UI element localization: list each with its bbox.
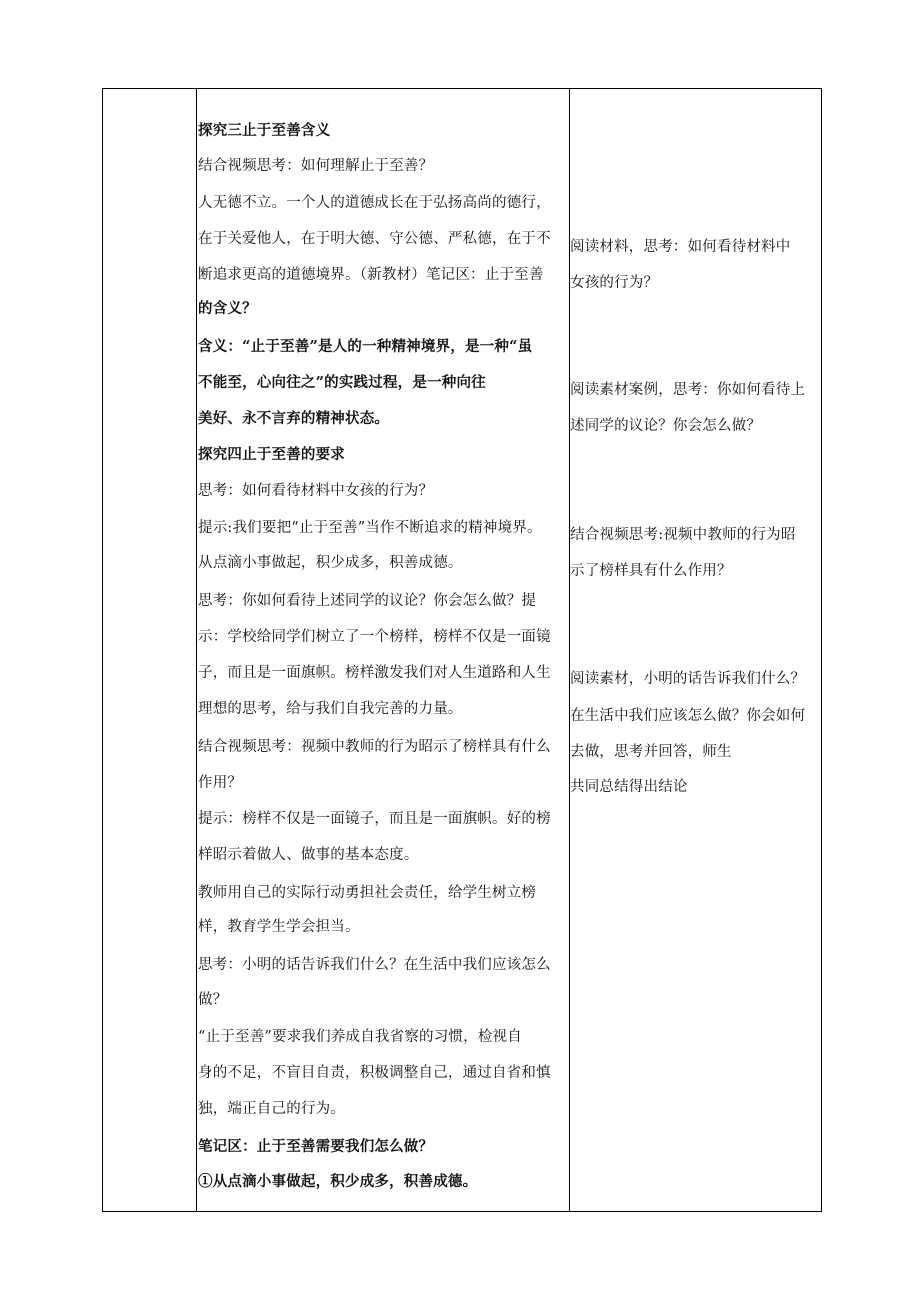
content-line: 不能至，心向往之”的实践过程，是一种向往: [198, 374, 486, 391]
content-line: “止于至善”要求我们养成自我省察的习惯，检视自: [198, 1029, 522, 1045]
content-line: 作用？: [198, 775, 243, 791]
content-line: 思考：小明的话告诉我们什么？在生活中我们应该怎么: [198, 957, 551, 973]
activity-line: 女孩的行为？: [570, 275, 659, 291]
content-line: 从点滴小事做起，积少成多，积善成德。: [198, 555, 463, 571]
activity-line: 阅读素材案例，思考：你如何看待上: [570, 382, 806, 398]
content-line: 教师用自己的实际行动勇担社会责任，给学生树立榜: [198, 885, 537, 901]
content-line: 笔记区：止于至善需要我们怎么做？: [198, 1138, 434, 1155]
column-divider-right: [569, 89, 570, 1211]
content-line: 理想的思考，给与我们自我完善的力量。: [198, 701, 463, 717]
content-line: 做？: [198, 992, 228, 1008]
content-line: 的含义？: [198, 300, 257, 317]
content-line: 身的不足，不盲目自责，积极调整自己，通过自省和慎: [198, 1065, 551, 1081]
content-line: 提示:我们要把“止于至善”当作不断追求的精神境界。: [198, 520, 542, 536]
content-line: 探究四止于至善的要求: [198, 446, 345, 463]
activity-line: 阅读材料，思考：如何看待材料中: [570, 239, 791, 255]
content-line: 断追求更高的道德境界。（新教材）笔记区：止于至善: [198, 267, 544, 283]
activity-line: 去做，思考并回答，师生: [570, 744, 732, 760]
activity-line: 结合视频思考:视频中教师的行为昭: [570, 527, 796, 543]
activity-line: 述同学的议论？你会怎么做？: [570, 418, 762, 434]
content-line: 思考：如何看待材料中女孩的行为？: [198, 483, 434, 499]
activity-line: 示了榜样具有什么作用？: [570, 563, 732, 579]
content-line: 示：学校给同学们树立了一个榜样，榜样不仅是一面镜: [198, 629, 551, 645]
activity-line: 在生活中我们应该怎么做？你会如何: [570, 708, 806, 724]
content-line: 结合视频思考：视频中教师的行为昭示了榜样具有什么: [198, 739, 551, 755]
content-line: 人无德不立。一个人的道德成长在于弘扬高尚的德行，: [198, 195, 551, 211]
content-line: 样，教育学生学会担当。: [198, 919, 360, 935]
column-divider-left: [196, 89, 197, 1211]
content-line: 在于关爱他人，在于明大德、守公德、严私德，在于不: [198, 231, 551, 247]
content-line: 探究三止于至善含义: [198, 122, 331, 139]
content-line: 独，端正自己的行为。: [198, 1101, 345, 1117]
content-line: 子，而且是一面旗帜。榜样激发我们对人生道路和人生: [198, 665, 551, 681]
content-line: 提示：榜样不仅是一面镜子，而且是一面旗帜。好的榜: [198, 811, 551, 827]
content-line: 美好、永不言弃的精神状态。: [198, 410, 390, 427]
content-line: 样昭示着做人、做事的基本态度。: [198, 847, 419, 863]
activity-line: 阅读素材，小明的话告诉我们什么？: [570, 671, 806, 687]
content-line: 含义：“止于至善”是人的一种精神境界，是一种“虽: [198, 338, 533, 355]
activity-line: 共同总结得出结论: [570, 779, 688, 795]
content-line: ①从点滴小事做起，积少成多，积善成德。: [198, 1173, 478, 1190]
content-line: 结合视频思考：如何理解止于至善？: [198, 158, 434, 174]
content-line: 思考：你如何看待上述同学的议论？你会怎么做？提: [198, 593, 537, 609]
